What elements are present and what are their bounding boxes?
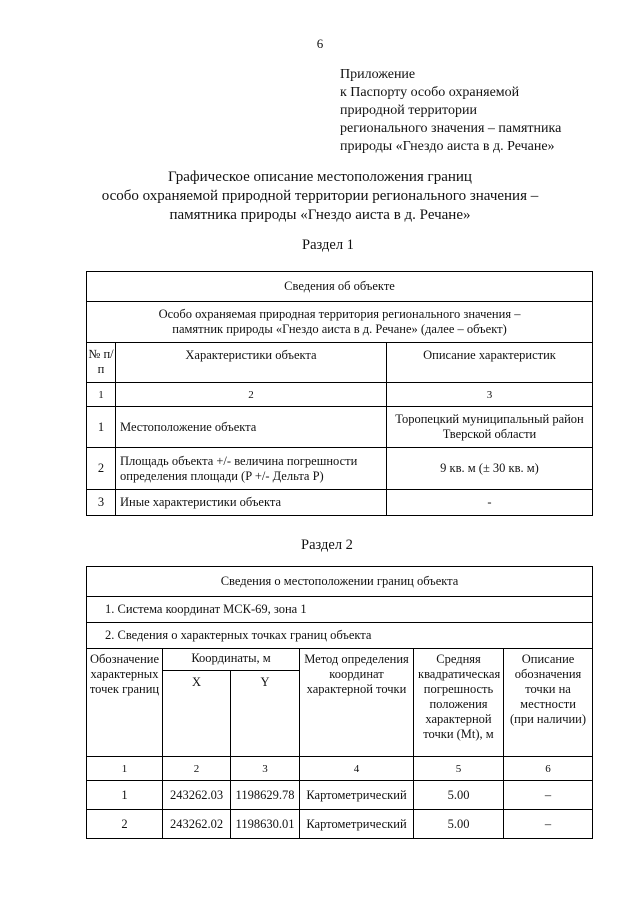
title-line: особо охраняемой природной территории регионального значения –	[101, 188, 539, 204]
row-number: 1	[87, 407, 116, 448]
row-number: 3	[87, 490, 116, 516]
appendix-line: природы «Гнездо аиста в д. Речане»	[340, 139, 555, 154]
col-number: 2	[116, 383, 387, 407]
appendix-note	[340, 66, 630, 156]
col-header-method: Метод определения координат характерной точки	[300, 649, 414, 757]
method-cell: Картометрический	[300, 781, 414, 810]
boundary-points-table	[86, 566, 593, 839]
marking-cell: –	[504, 810, 593, 839]
coord-x: 243262.02	[163, 810, 231, 839]
points-header: 2. Сведения о характерных точках границ объекта	[87, 623, 593, 649]
col-number: 3	[231, 757, 300, 781]
table-row	[87, 810, 593, 839]
table-header: Сведения о местоположении границ объекта	[87, 567, 593, 597]
appendix-line: Приложение	[340, 67, 416, 82]
col-number: 6	[504, 757, 593, 781]
document-title	[0, 168, 640, 225]
coordinate-system: 1. Система координат МСК-69, зона 1	[87, 597, 593, 623]
method-cell: Картометрический	[300, 810, 414, 839]
col-header-y: Y	[231, 671, 300, 757]
row-number: 2	[87, 448, 116, 490]
col-number: 2	[163, 757, 231, 781]
description-cell: -	[387, 490, 593, 516]
table-row	[87, 781, 593, 810]
coord-y: 1198630.01	[231, 810, 300, 839]
col-header-error: Средняя квадратическая погрешность положения характерной точки (Mt), м	[414, 649, 504, 757]
col-header-marking: Описание обозначения точки на местности (при наличии)	[504, 649, 593, 757]
object-name-line: Особо охраняемая природная территория регионального значения –	[158, 307, 521, 321]
col-header-num: № п/п	[87, 343, 116, 383]
table-row	[87, 490, 593, 516]
object-name-cell	[87, 302, 593, 343]
col-header-designation: Обозначение характерных точек границ	[87, 649, 163, 757]
title-line: памятника природы «Гнездо аиста в д. Речане»	[169, 207, 471, 223]
col-number: 5	[414, 757, 504, 781]
col-number: 1	[87, 383, 116, 407]
table-row	[87, 407, 593, 448]
appendix-line: природной территории	[340, 103, 477, 118]
characteristic-cell: Местоположение объекта	[116, 407, 387, 448]
table-header: Сведения об объекте	[87, 272, 593, 302]
appendix-line: регионального значения – памятника	[340, 121, 562, 136]
col-number: 4	[300, 757, 414, 781]
characteristic-cell: Площадь объекта +/- величина погрешности определения площади (P +/- Дельта P)	[116, 448, 387, 490]
coord-x: 243262.03	[163, 781, 231, 810]
coord-y: 1198629.78	[231, 781, 300, 810]
appendix-line: к Паспорту особо охраняемой	[340, 85, 520, 100]
description-cell: Торопецкий муниципальный район Тверской области	[387, 407, 593, 448]
col-header-characteristic: Характеристики объекта	[116, 343, 387, 383]
marking-cell: –	[504, 781, 593, 810]
characteristic-cell: Иные характеристики объекта	[116, 490, 387, 516]
col-header-description: Описание характеристик	[387, 343, 593, 383]
table-row	[87, 448, 593, 490]
object-info-table	[86, 271, 593, 516]
object-name-line: памятник природы «Гнездо аиста в д. Речане» (далее – объект)	[172, 322, 507, 336]
page-number: 6	[316, 36, 324, 51]
error-cell: 5.00	[414, 810, 504, 839]
point-designation: 2	[87, 810, 163, 839]
col-header-coords: Координаты, м	[163, 649, 300, 671]
section-2-title: Раздел 2	[301, 537, 353, 553]
title-line: Графическое описание местоположения границ	[168, 169, 472, 185]
point-designation: 1	[87, 781, 163, 810]
section-1-title: Раздел 1	[302, 237, 354, 253]
error-cell: 5.00	[414, 781, 504, 810]
col-number: 3	[387, 383, 593, 407]
col-header-x: X	[163, 671, 231, 757]
description-cell: 9 кв. м (± 30 кв. м)	[387, 448, 593, 490]
col-number: 1	[87, 757, 163, 781]
